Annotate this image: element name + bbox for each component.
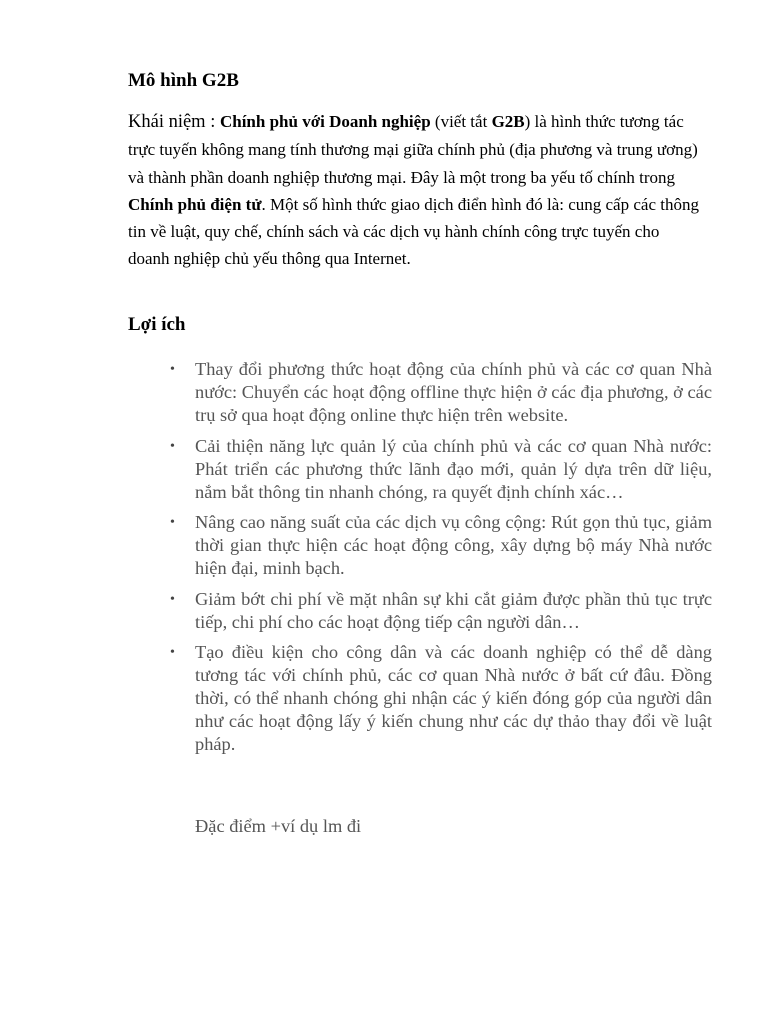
benefits-list bbox=[170, 358, 712, 764]
intro-part2: . Một số hình thức giao dịch điển hình đó là: cung cấp các thông tin về luật, quy chế, chính sách và các dịch vụ hành chính công trực tuyến cho doanh nghiệp chủ yếu thông qua Internet. bbox=[128, 194, 699, 269]
page-title: Mô hình G2B bbox=[128, 70, 239, 91]
bullet-icon: • bbox=[170, 515, 175, 530]
intro-term: Chính phủ với Doanh nghiệp bbox=[219, 112, 431, 131]
bullet-icon: • bbox=[170, 362, 175, 377]
bullet-icon: • bbox=[170, 591, 175, 607]
list-item-text: Cải thiện năng lực quản lý của chính phủ và các cơ quan Nhà nước: Phát triển các phương thức lãnh đạo mới, quản lý dựa trên dữ liệu, nắm bắt thông tin nhanh chóng, ra quyết định chính xác… bbox=[195, 435, 712, 502]
list-item bbox=[170, 435, 712, 504]
bullet-icon: • bbox=[170, 645, 175, 660]
list-item bbox=[170, 588, 712, 634]
note-text: Đặc điểm +ví dụ lm đi bbox=[195, 816, 362, 836]
intro-abbr: G2B bbox=[491, 112, 525, 131]
intro-abbr-open: (viết tắt bbox=[430, 112, 492, 131]
list-item bbox=[170, 641, 712, 756]
list-item-text: Tạo điều kiện cho công dân và các doanh nghiệp có thể dễ dàng tương tác với chính phủ, các cơ quan Nhà nước ở bất cứ đâu. Đồng thời, có thể nhanh chóng ghi nhận các ý kiến đóng góp của người dân như các hoạt động lấy ý kiến chung như các dự thảo thay đổi về luật pháp. bbox=[195, 642, 712, 754]
bullet-icon: • bbox=[170, 438, 175, 454]
list-item-text: Giảm bớt chi phí về mặt nhân sự khi cắt giảm được phần thủ tục trực tiếp, chi phí cho các hoạt động tiếp cận người dân… bbox=[195, 588, 712, 632]
intro-paragraph bbox=[128, 108, 704, 273]
list-item-text: Nâng cao năng suất của các dịch vụ công cộng: Rút gọn thủ tục, giảm thời gian thực hiện các hoạt động công, xây dựng bộ máy Nhà nước hiện đại, minh bạch. bbox=[195, 512, 712, 578]
list-item-text: Thay đổi phương thức hoạt động của chính phủ và các cơ quan Nhà nước: Chuyển các hoạt động offline thực hiện ở các địa phương, ở các trụ sở qua hoạt động online thực hiện trên website. bbox=[195, 359, 712, 425]
benefits-heading: Lợi ích bbox=[128, 314, 186, 335]
intro-part1: ) là hình thức tương tác trực tuyến không mang tính thương mại giữa chính phủ (địa phương và trung ương) và thành phần doanh nghiệp thương mại. Đây là một trong ba yếu tố chính trong bbox=[128, 112, 698, 187]
intro-lead: Khái niệm : bbox=[128, 112, 220, 132]
list-item bbox=[170, 511, 712, 580]
intro-egov-term: Chính phủ điện tử bbox=[128, 194, 262, 214]
list-item bbox=[170, 358, 712, 427]
